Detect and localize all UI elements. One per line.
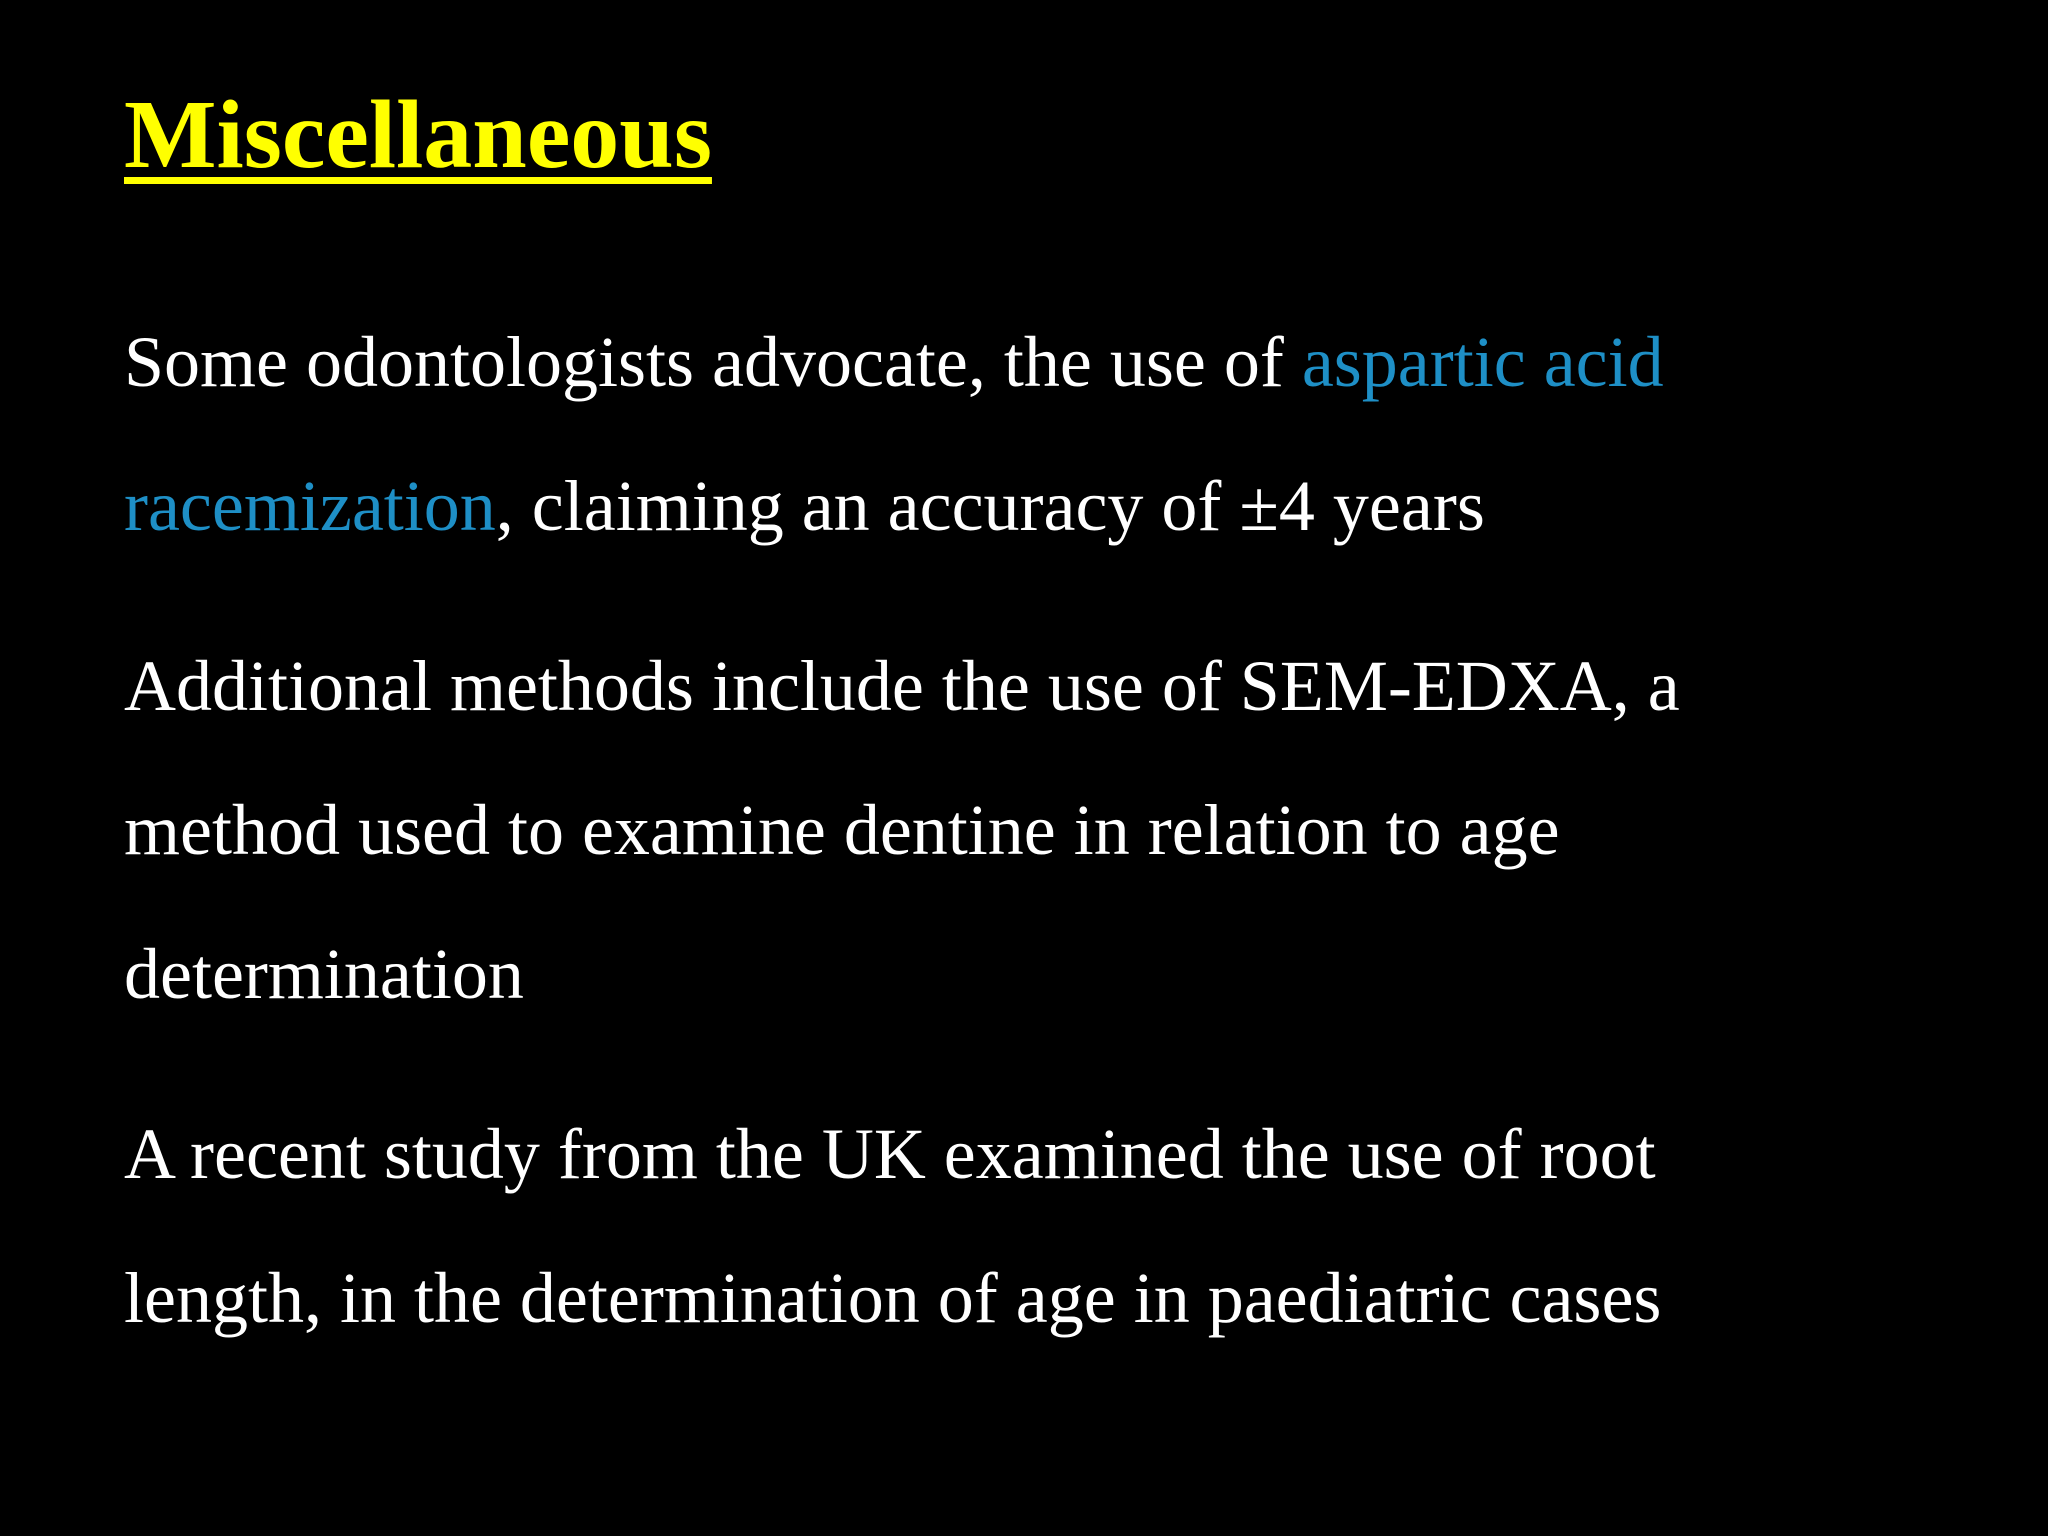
slide-title: Miscellaneous — [124, 81, 712, 189]
paragraph-line — [124, 290, 1954, 434]
paragraph-root-length — [124, 1082, 1954, 1370]
paragraph-line: Additional methods include the use of SEM-EDXA, a — [124, 646, 1680, 726]
paragraph-line: length, in the determination of age in paediatric cases — [124, 1258, 1662, 1338]
slide-body — [124, 290, 1954, 1406]
paragraph-sem-edxa — [124, 614, 1954, 1046]
paragraph-aspartic-acid — [124, 290, 1954, 578]
text-segment: , claiming an accuracy of ±4 years — [495, 466, 1485, 546]
paragraph-line — [124, 434, 1954, 578]
paragraph-line: method used to examine dentine in relation to age — [124, 790, 1560, 870]
paragraph-line: A recent study from the UK examined the use of root — [124, 1114, 1656, 1194]
highlighted-term: aspartic acid — [1301, 322, 1664, 402]
highlighted-term: racemization — [124, 466, 496, 546]
text-segment: Some odontologists advocate, the use of — [124, 322, 1302, 402]
paragraph-line: determination — [124, 934, 524, 1014]
